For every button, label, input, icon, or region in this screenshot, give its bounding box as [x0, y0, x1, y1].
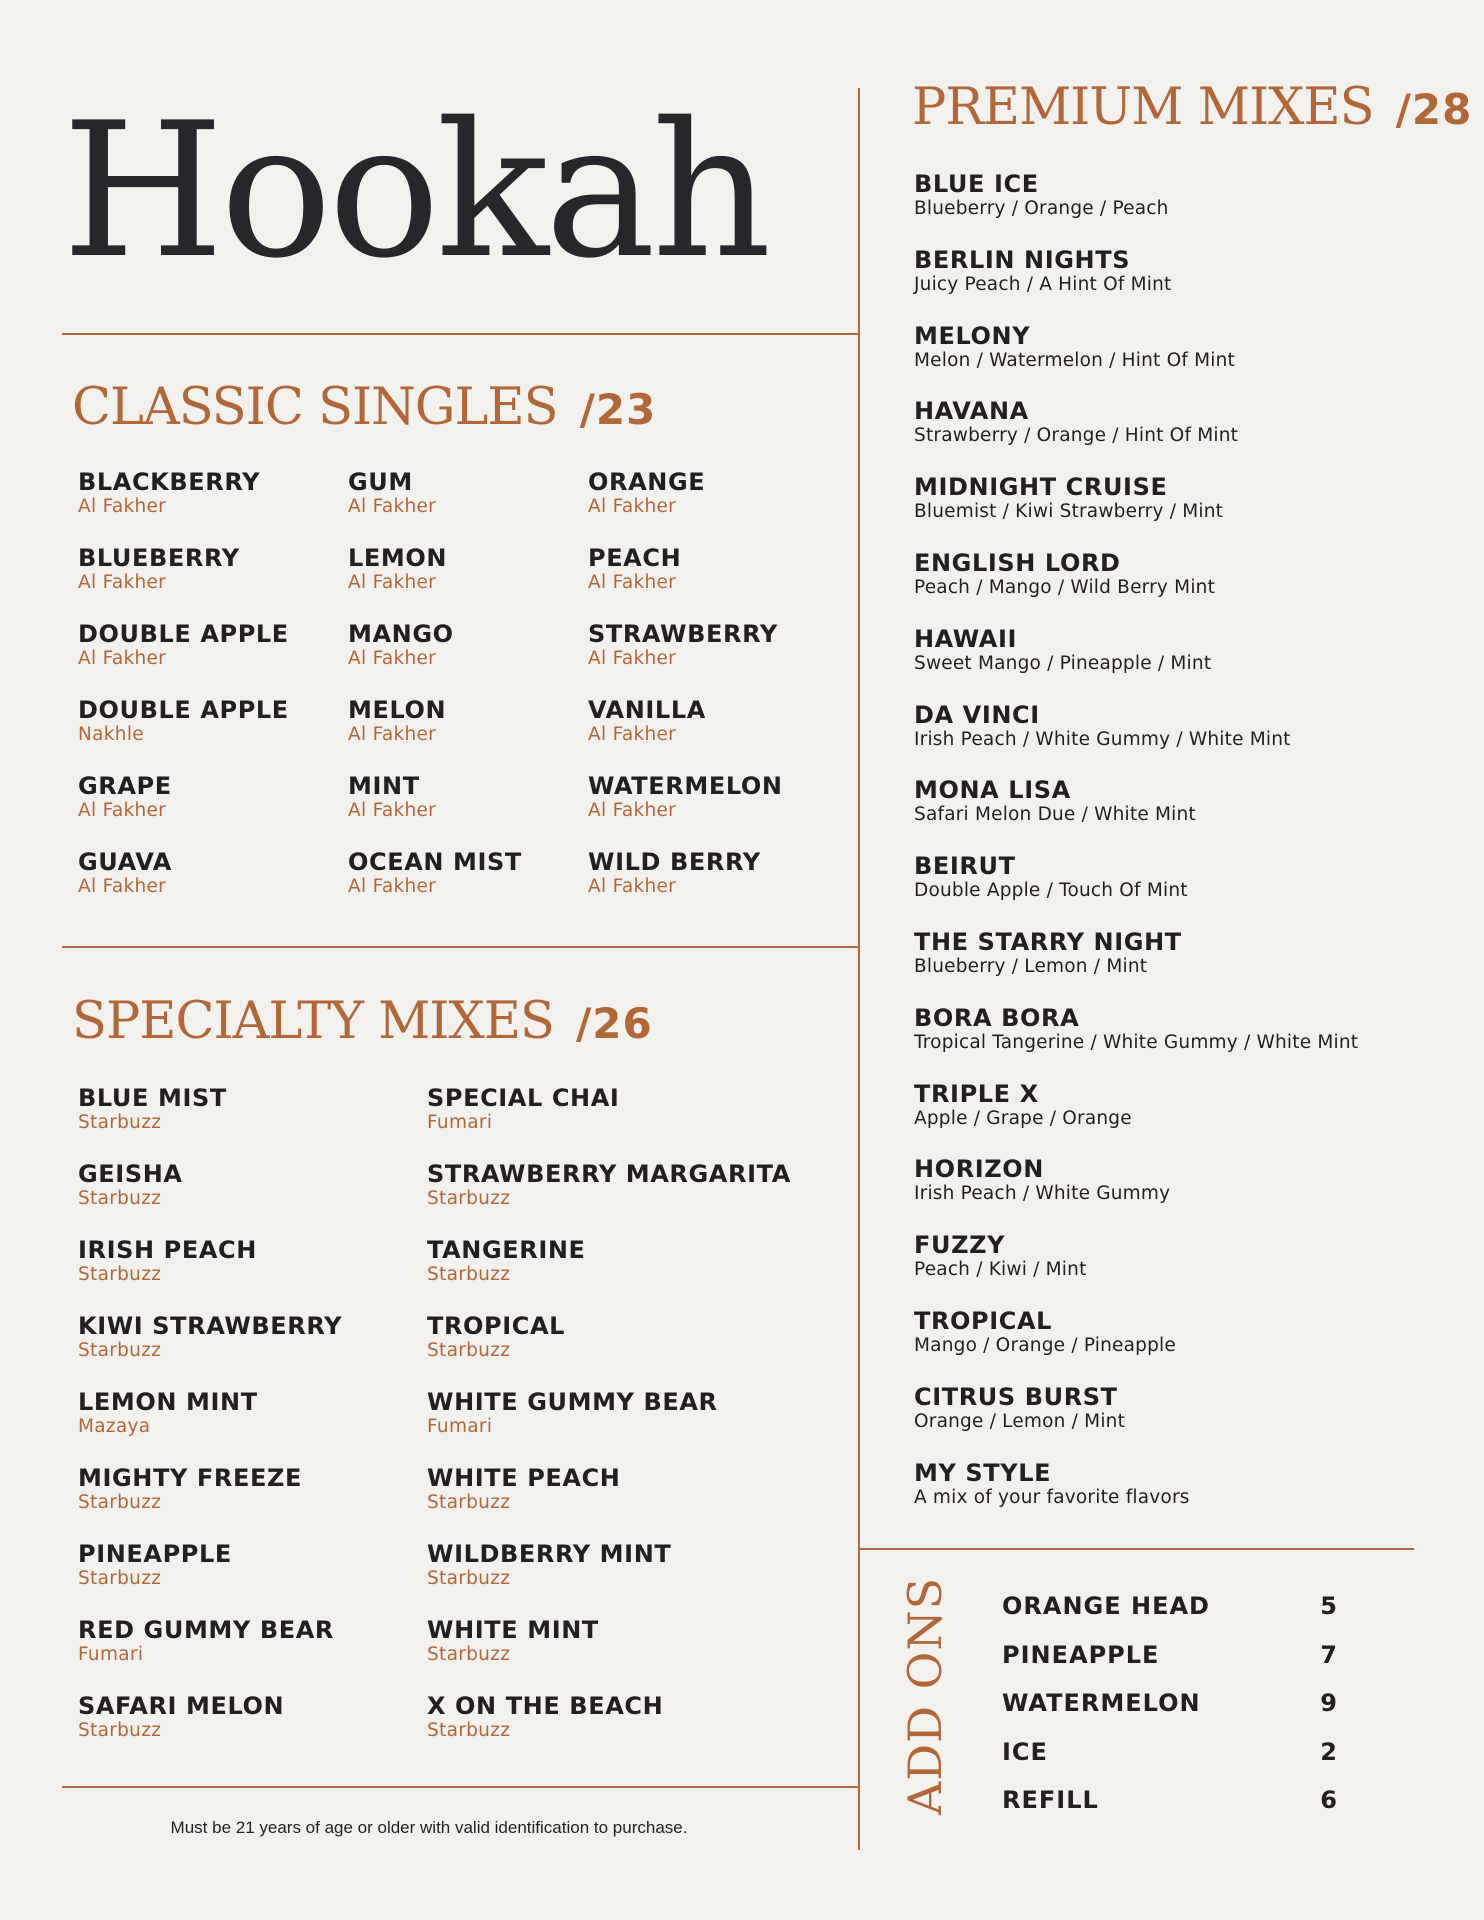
item-description: A mix of your favorite flavors — [914, 1486, 1190, 1508]
item-description: Double Apple / Touch Of Mint — [914, 880, 1188, 902]
item-description: Tropical Tangerine / White Gummy / White Mint — [914, 1031, 1359, 1053]
add-on-price: 5 — [1320, 1592, 1338, 1620]
item-description: Peach / Mango / Wild Berry Mint — [914, 576, 1216, 598]
item-brand: Nakhle — [78, 724, 144, 745]
item-name: SPECIAL CHAI — [427, 1084, 620, 1112]
menu-item — [588, 696, 818, 772]
item-name: WHITE MINT — [427, 1616, 599, 1644]
menu-item — [78, 1464, 427, 1540]
menu-item — [914, 549, 1434, 625]
item-brand: Starbuzz — [78, 1568, 162, 1589]
specialty-mixes-list — [78, 1084, 827, 1768]
item-brand: Al Fakher — [78, 648, 167, 669]
specialty-mixes-price: /26 — [575, 999, 653, 1048]
item-name: THE STARRY NIGHT — [914, 927, 1182, 956]
menu-item — [78, 696, 348, 772]
item-name: FUZZY — [914, 1231, 1006, 1260]
item-name: VANILLA — [588, 696, 706, 724]
menu-item — [914, 1004, 1434, 1080]
item-name: BLUEBERRY — [78, 544, 240, 572]
item-brand: Starbuzz — [427, 1340, 511, 1361]
menu-item — [914, 852, 1434, 928]
add-on-name: ORANGE HEAD — [1002, 1592, 1210, 1620]
item-description: Irish Peach / White Gummy / White Mint — [914, 728, 1291, 750]
item-name: PINEAPPLE — [78, 1540, 232, 1568]
divider-specialty — [62, 1786, 858, 1788]
item-brand: Al Fakher — [348, 724, 437, 745]
menu-item — [427, 1616, 827, 1692]
menu-item — [914, 1307, 1434, 1383]
add-on-price: 6 — [1320, 1786, 1338, 1814]
menu-title: Hookah — [62, 82, 768, 299]
menu-item — [914, 473, 1434, 549]
item-name: WILDBERRY MINT — [427, 1540, 672, 1568]
add-on-row — [1002, 1786, 1338, 1835]
item-name: TRIPLE X — [914, 1079, 1039, 1108]
item-name: TANGERINE — [427, 1236, 586, 1264]
item-name: PEACH — [588, 544, 682, 572]
item-brand: Al Fakher — [78, 876, 167, 897]
menu-item — [588, 772, 818, 848]
item-brand: Fumari — [427, 1416, 493, 1437]
add-on-name: WATERMELON — [1002, 1689, 1201, 1717]
divider-classic — [62, 946, 858, 948]
add-on-price: 7 — [1320, 1640, 1338, 1669]
premium-mixes-price: /28 — [1395, 85, 1473, 134]
menu-item — [588, 468, 818, 544]
item-description: Melon / Watermelon / Hint Of Mint — [914, 349, 1236, 371]
item-name: DA VINCI — [914, 700, 1040, 729]
item-name: MIGHTY FREEZE — [78, 1464, 302, 1492]
item-name: ORANGE — [588, 468, 706, 496]
menu-item — [348, 696, 588, 772]
item-description: Mango / Orange / Pineapple — [914, 1334, 1176, 1356]
add-on-price: 2 — [1320, 1737, 1338, 1766]
menu-item — [588, 620, 818, 696]
menu-item — [914, 1459, 1434, 1535]
item-name: MINT — [348, 772, 420, 800]
menu-item — [914, 1383, 1434, 1459]
item-name: MY STYLE — [914, 1458, 1052, 1487]
menu-item — [78, 468, 348, 544]
menu-item — [78, 772, 348, 848]
menu-item — [914, 776, 1434, 852]
item-brand: Al Fakher — [588, 496, 677, 517]
menu-item — [427, 1388, 827, 1464]
menu-item — [78, 1540, 427, 1616]
menu-item — [78, 848, 348, 924]
item-name: STRAWBERRY — [588, 620, 778, 648]
item-name: MELON — [348, 696, 447, 724]
menu-item — [914, 701, 1434, 777]
item-brand: Al Fakher — [588, 572, 677, 593]
item-name: DOUBLE APPLE — [78, 620, 289, 648]
item-name: BORA BORA — [914, 1003, 1080, 1032]
item-brand: Al Fakher — [348, 496, 437, 517]
item-name: ENGLISH LORD — [914, 548, 1121, 577]
item-name: RED GUMMY BEAR — [78, 1616, 334, 1644]
item-brand: Starbuzz — [427, 1720, 511, 1741]
divider-title — [62, 333, 858, 335]
item-brand: Starbuzz — [78, 1112, 162, 1133]
menu-item — [914, 928, 1434, 1004]
menu-item — [427, 1540, 827, 1616]
item-name: HAVANA — [914, 397, 1029, 426]
menu-item — [914, 246, 1434, 322]
vertical-divider — [858, 88, 860, 1850]
item-brand: Al Fakher — [588, 724, 677, 745]
add-on-name: ICE — [1002, 1737, 1048, 1766]
item-name: SAFARI MELON — [78, 1692, 285, 1720]
item-description: Apple / Grape / Orange — [914, 1107, 1132, 1129]
item-name: TROPICAL — [427, 1312, 566, 1340]
item-description: Sweet Mango / Pineapple / Mint — [914, 652, 1212, 674]
add-on-row — [1002, 1689, 1338, 1738]
menu-item — [427, 1160, 827, 1236]
add-on-name: REFILL — [1002, 1786, 1099, 1814]
menu-item — [78, 1616, 427, 1692]
item-name: TROPICAL — [914, 1306, 1053, 1335]
item-description: Safari Melon Due / White Mint — [914, 804, 1196, 826]
divider-premium — [858, 1548, 1414, 1550]
item-description: Blueberry / Lemon / Mint — [914, 955, 1148, 977]
item-brand: Al Fakher — [588, 648, 677, 669]
item-name: GEISHA — [78, 1160, 183, 1188]
menu-item — [348, 848, 588, 924]
classic-singles-heading — [72, 378, 656, 437]
menu-item — [427, 1084, 827, 1160]
add-on-price: 9 — [1320, 1689, 1338, 1717]
item-name: BEIRUT — [914, 852, 1016, 881]
add-on-row — [1002, 1641, 1338, 1690]
menu-item — [78, 620, 348, 696]
add-on-row — [1002, 1738, 1338, 1787]
item-name: IRISH PEACH — [78, 1236, 257, 1264]
item-name: DOUBLE APPLE — [78, 696, 289, 724]
item-description: Orange / Lemon / Mint — [914, 1410, 1126, 1432]
item-name: GRAPE — [78, 772, 172, 800]
menu-item — [914, 1155, 1434, 1231]
add-on-row — [1002, 1592, 1338, 1641]
item-brand: Starbuzz — [427, 1492, 511, 1513]
item-description: Irish Peach / White Gummy — [914, 1183, 1171, 1205]
premium-mixes-list — [914, 170, 1434, 1534]
item-description: Strawberry / Orange / Hint Of Mint — [914, 425, 1239, 447]
item-name: MANGO — [348, 620, 454, 648]
item-name: STRAWBERRY MARGARITA — [427, 1160, 791, 1188]
menu-item — [78, 544, 348, 620]
specialty-mixes-title: SPECIALTY MIXES — [72, 992, 554, 1051]
item-name: HORIZON — [914, 1155, 1044, 1184]
premium-mixes-title: PREMIUM MIXES — [912, 78, 1374, 137]
item-brand: Al Fakher — [588, 800, 677, 821]
item-brand: Starbuzz — [78, 1492, 162, 1513]
add-ons-list — [1002, 1592, 1338, 1835]
item-brand: Starbuzz — [78, 1720, 162, 1741]
item-name: HAWAII — [914, 624, 1018, 653]
menu-item — [914, 1080, 1434, 1156]
menu-item — [427, 1464, 827, 1540]
menu-item — [914, 397, 1434, 473]
item-name: GUAVA — [78, 848, 172, 876]
item-name: WILD BERRY — [588, 848, 761, 876]
menu-item — [78, 1692, 427, 1768]
menu-item — [348, 620, 588, 696]
item-brand: Fumari — [427, 1112, 493, 1133]
menu-item — [427, 1236, 827, 1312]
classic-singles-title: CLASSIC SINGLES — [72, 378, 558, 437]
menu-item — [78, 1160, 427, 1236]
item-brand: Al Fakher — [78, 800, 167, 821]
menu-item — [427, 1692, 827, 1768]
item-name: WHITE PEACH — [427, 1464, 621, 1492]
menu-item — [78, 1312, 427, 1388]
item-description: Bluemist / Kiwi Strawberry / Mint — [914, 501, 1224, 523]
item-brand: Starbuzz — [427, 1264, 511, 1285]
classic-singles-list — [78, 468, 818, 924]
menu-item — [348, 544, 588, 620]
item-name: OCEAN MIST — [348, 848, 522, 876]
age-disclaimer: Must be 21 years of age or older with valid identification to purchase. — [170, 1818, 688, 1837]
add-on-name: PINEAPPLE — [1002, 1640, 1160, 1669]
item-brand: Mazaya — [78, 1416, 151, 1437]
premium-mixes-heading — [912, 78, 1472, 137]
item-brand: Starbuzz — [427, 1568, 511, 1589]
specialty-mixes-heading — [72, 992, 653, 1051]
item-brand: Al Fakher — [348, 648, 437, 669]
add-ons-heading: ADD ONS — [898, 1576, 952, 1815]
menu-item — [348, 468, 588, 544]
item-name: BLUE ICE — [914, 170, 1039, 198]
menu-item — [588, 544, 818, 620]
item-name: MELONY — [914, 321, 1031, 350]
item-name: KIWI STRAWBERRY — [78, 1312, 343, 1340]
item-brand: Al Fakher — [348, 876, 437, 897]
item-name: LEMON MINT — [78, 1388, 258, 1416]
item-name: LEMON — [348, 544, 448, 572]
item-brand: Al Fakher — [348, 572, 437, 593]
item-name: BERLIN NIGHTS — [914, 245, 1131, 274]
item-brand: Starbuzz — [78, 1264, 162, 1285]
item-brand: Starbuzz — [427, 1188, 511, 1209]
item-name: GUM — [348, 468, 413, 496]
menu-item — [914, 322, 1434, 398]
menu-item — [914, 625, 1434, 701]
menu-item — [588, 848, 818, 924]
item-name: WATERMELON — [588, 772, 783, 800]
item-brand: Al Fakher — [78, 496, 167, 517]
item-brand: Starbuzz — [78, 1188, 162, 1209]
menu-item — [914, 170, 1434, 246]
classic-singles-price: /23 — [579, 385, 657, 434]
item-description: Blueberry / Orange / Peach — [914, 198, 1169, 219]
item-name: CITRUS BURST — [914, 1382, 1118, 1411]
item-description: Juicy Peach / A Hint Of Mint — [914, 273, 1172, 295]
item-name: MIDNIGHT CRUISE — [914, 473, 1168, 502]
item-name: X ON THE BEACH — [427, 1692, 664, 1720]
item-name: MONA LISA — [914, 776, 1071, 805]
item-brand: Starbuzz — [78, 1340, 162, 1361]
menu-item — [78, 1236, 427, 1312]
item-brand: Al Fakher — [78, 572, 167, 593]
menu-item — [78, 1388, 427, 1464]
item-description: Peach / Kiwi / Mint — [914, 1259, 1087, 1281]
menu-item — [348, 772, 588, 848]
item-brand: Starbuzz — [427, 1644, 511, 1665]
menu-item — [78, 1084, 427, 1160]
item-brand: Al Fakher — [588, 876, 677, 897]
item-name: BLACKBERRY — [78, 468, 261, 496]
item-name: BLUE MIST — [78, 1084, 227, 1112]
menu-item — [427, 1312, 827, 1388]
item-name: WHITE GUMMY BEAR — [427, 1388, 718, 1416]
item-brand: Al Fakher — [348, 800, 437, 821]
menu-item — [914, 1231, 1434, 1307]
item-brand: Fumari — [78, 1644, 144, 1665]
